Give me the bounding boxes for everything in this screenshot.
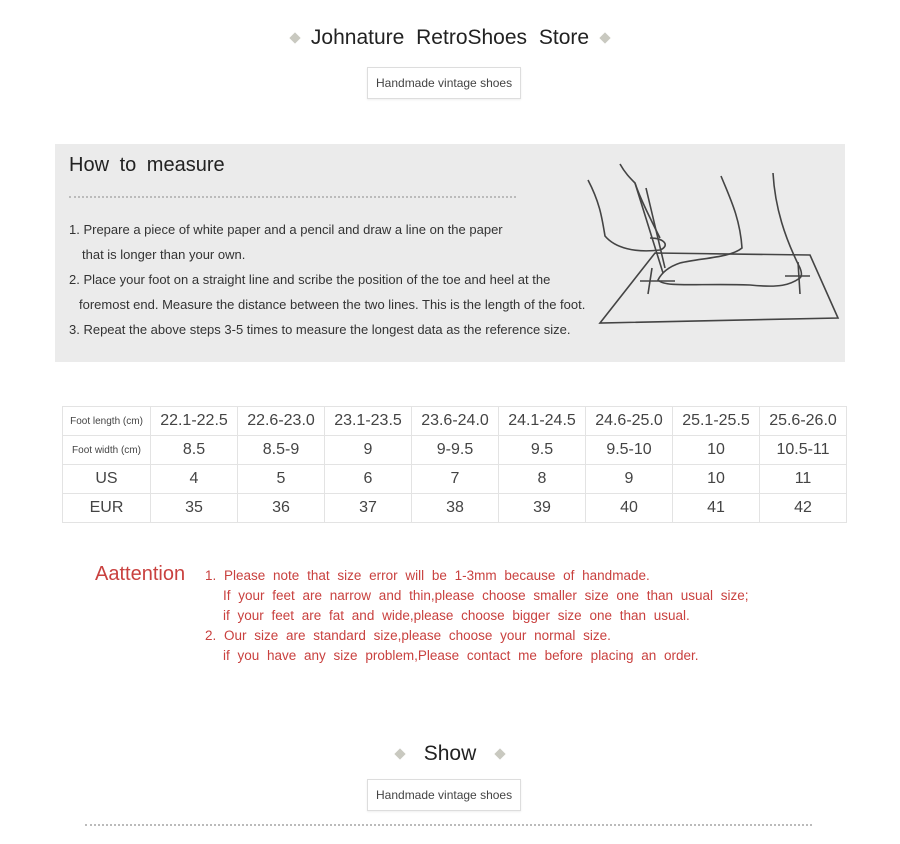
how-to-measure-panel <box>55 144 845 362</box>
table-cell: 9 <box>325 436 412 465</box>
diamond-icon <box>289 33 300 44</box>
table-cell: 23.1-23.5 <box>325 407 412 436</box>
table-cell: 35 <box>151 494 238 523</box>
row-header: Foot width (cm) <box>63 436 151 465</box>
table-cell: 40 <box>586 494 673 523</box>
divider <box>69 196 516 198</box>
step-line: that is longer than your own. <box>82 247 246 262</box>
step-line: 3. Repeat the above steps 3-5 times to measure the longest data as the reference size. <box>69 322 571 337</box>
table-cell: 38 <box>412 494 499 523</box>
row-header: Foot length (cm) <box>63 407 151 436</box>
step-line: 2. Place your foot on a straight line and scribe the position of the toe and heel at the <box>69 272 551 287</box>
table-cell: 7 <box>412 465 499 494</box>
note-line: if you have any size problem,Please contact me before placing an order. <box>223 648 699 663</box>
table-cell: 36 <box>238 494 325 523</box>
note-line: if your feet are fat and wide,please choose bigger size one than usual. <box>223 608 690 623</box>
note-line: 2. Our size are standard size,please choose your normal size. <box>205 628 611 643</box>
attention-notes <box>205 566 749 666</box>
measure-steps <box>69 217 585 342</box>
store-name: Johnature RetroShoes Store <box>310 26 590 49</box>
note-line: If your feet are narrow and thin,please choose smaller size one than usual size; <box>223 588 749 603</box>
table-cell: 41 <box>673 494 760 523</box>
note-line: 1. Please note that size error will be 1-3mm because of handmade. <box>205 568 650 583</box>
row-header: EUR <box>63 494 151 523</box>
table-cell: 9.5 <box>499 436 586 465</box>
table-cell: 8 <box>499 465 586 494</box>
row-header: US <box>63 465 151 494</box>
how-to-measure-title: How to measure <box>69 154 225 176</box>
table-row <box>63 436 847 465</box>
table-cell: 8.5-9 <box>238 436 325 465</box>
table-cell: 39 <box>499 494 586 523</box>
table-cell: 10 <box>673 436 760 465</box>
table-cell: 11 <box>760 465 847 494</box>
table-cell: 24.1-24.5 <box>499 407 586 436</box>
attention-title: Aattention <box>95 563 186 585</box>
step-line: foremost end. Measure the distance between the two lines. This is the length of the foot. <box>79 297 586 312</box>
table-cell: 22.6-23.0 <box>238 407 325 436</box>
table-cell: 5 <box>238 465 325 494</box>
diamond-icon <box>495 749 506 760</box>
table-row <box>63 494 847 523</box>
table-cell: 10 <box>673 465 760 494</box>
show-heading: Show <box>423 742 477 765</box>
table-cell: 25.6-26.0 <box>760 407 847 436</box>
table-cell: 4 <box>151 465 238 494</box>
size-chart-table <box>62 406 847 523</box>
divider <box>85 824 812 826</box>
table-cell: 6 <box>325 465 412 494</box>
table-cell: 8.5 <box>151 436 238 465</box>
table-cell: 9-9.5 <box>412 436 499 465</box>
table-cell: 9.5-10 <box>586 436 673 465</box>
table-cell: 23.6-24.0 <box>412 407 499 436</box>
table-cell: 37 <box>325 494 412 523</box>
table-row <box>63 465 847 494</box>
table-cell: 22.1-22.5 <box>151 407 238 436</box>
foot-measuring-illustration <box>580 158 845 328</box>
table-cell: 24.6-25.0 <box>586 407 673 436</box>
table-cell: 9 <box>586 465 673 494</box>
table-row <box>63 407 847 436</box>
show-tagline: Handmade vintage shoes <box>367 779 521 811</box>
table-cell: 10.5-11 <box>760 436 847 465</box>
diamond-icon <box>394 749 405 760</box>
store-title <box>0 26 900 50</box>
show-title <box>0 742 900 766</box>
store-tagline: Handmade vintage shoes <box>367 67 521 99</box>
step-line: 1. Prepare a piece of white paper and a pencil and draw a line on the paper <box>69 222 503 237</box>
table-cell: 25.1-25.5 <box>673 407 760 436</box>
diamond-icon <box>599 33 610 44</box>
table-cell: 42 <box>760 494 847 523</box>
